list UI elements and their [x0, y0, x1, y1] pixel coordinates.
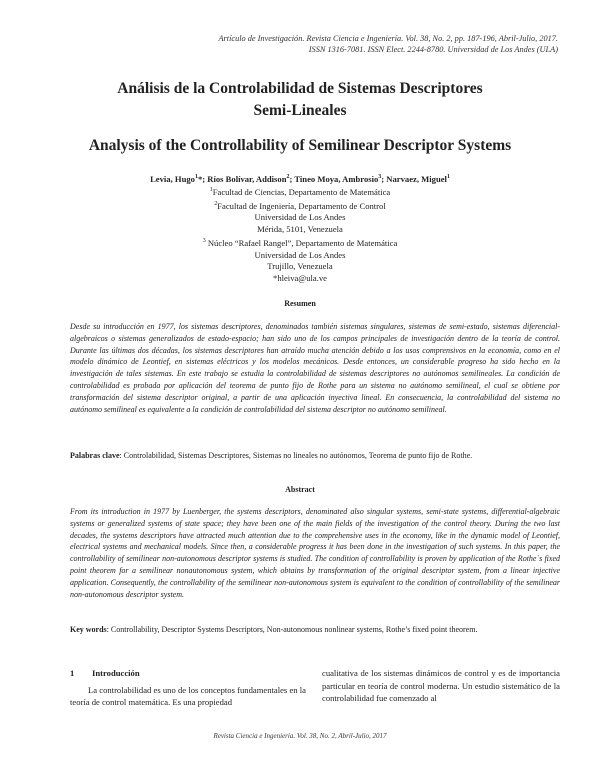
affiliation-marker: 1: [209, 187, 213, 193]
affiliation-marker: 2: [214, 200, 218, 207]
title-spanish-line-1: Análisis de la Controlabilidad de Sistemas Descriptores: [117, 80, 483, 97]
intro-left-column: [70, 667, 306, 709]
abstract-heading: Abstract: [285, 485, 315, 494]
key-words: [70, 624, 560, 636]
author-1-affil: 1: [194, 174, 198, 181]
affiliation-line: Universidad de Los Andes: [254, 212, 346, 223]
header-line-2: ISSN 1316-7081. ISSN Elect. 2244-8780. Universidad de Los Andes (ULA): [308, 45, 558, 54]
intro-number: 1: [70, 668, 75, 678]
affiliation-line: Trujillo, Venezuela: [267, 261, 333, 272]
title-english: Analysis of the Controllability of Semilinear Descriptor Systems: [88, 137, 512, 154]
affiliation-text: Facultad de Ciencias, Departamento de Matemática: [212, 186, 391, 197]
corresponding-mark: *: [197, 174, 203, 184]
contact-email: *hleiva@ula.ve: [273, 273, 327, 284]
key-words-label: Key words: [70, 625, 107, 634]
intro-title: Introducción: [92, 668, 140, 678]
affiliation-line: [0, 199, 600, 213]
affiliation-line: Mérida, 5101, Venezuela: [257, 224, 343, 235]
author-2-affil: 2: [286, 174, 290, 181]
author-4-affil: 1: [446, 174, 450, 181]
palabras-clave-text: : Controlabilidad, Sistemas Descriptores, Sistemas no lineales no autónomos, Teorema de punto fijo de Rothe.: [119, 451, 473, 460]
header-line-1: Artículo de Investigación. Revista Ciencia e Ingeniería. Vol. 38, No. 2, pp. 187-196, Abril-Julio, 2017.: [218, 34, 558, 43]
abstract-text: From its introduction in 1977 by Luenberger, the systems descriptors, denominated also singular systems, semi-state systems, differential-algebraic systems or generalized systems of state space; they have been one of the main fields of the investigation of the control theory. During the two last decades, the systems descriptors have attracted much attention due to the comprehensive uses in the economy, like in the dynamic model of Leontief, electrical systems and mechanical models. Since then, a considerable progress it has been done in the investigation of such systems. In this paper, the controllability of semilinear non-autonomous descriptor systems is studied. The condition of controllability is proven by application of the Rothe`s fixed point theorem for a semilinear nonautonomous system, which obtains by transformation of the original descriptor system, from a linear injective application. Consequently, the controllability of the semilinear non-autonomous system is equivalent to the condition of controllability of the semilinear non-autonomous descriptor system.: [70, 507, 560, 599]
author-1: Levia, Hugo: [150, 174, 195, 184]
affiliation-line: [0, 185, 600, 199]
affiliation-text: Facultad de Ingeniería, Departamento de Control: [217, 200, 386, 211]
intro-heading: [70, 667, 306, 680]
author-4: ; Narvaez, Miguel: [381, 174, 447, 184]
affiliation-line: Universidad de Los Andes: [254, 249, 346, 260]
author-3: ; Tineo Moya, Ambrosio: [289, 174, 379, 184]
affiliations: [0, 185, 600, 285]
author-list: [0, 174, 600, 184]
resumen-heading: Resumen: [284, 299, 316, 308]
author-3-affil: 3: [378, 174, 382, 181]
page-footer: Revista Ciencia e Ingeniería. Vol. 38, No. 2, Abril-Julio, 2017: [213, 732, 387, 740]
author-2: ; Ríos Bolívar, Addison: [202, 174, 287, 184]
palabras-clave: [70, 450, 560, 462]
key-words-text: : Controllability, Descriptor Systems Descriptors, Non-autonomous nonlinear systems, Rothe’s fixed point theorem.: [106, 625, 478, 634]
title-spanish: [0, 78, 600, 122]
intro-right-text: cualitativa de los sistemas dinámicos de control y es de importancia particular en teoría de control moderna. Un estudio sistemático de la controlabilidad fue comenzado al: [322, 668, 560, 704]
intro-left-text: La controlabilidad es uno de los conceptos fundamentales en la teoría de control matemática. Es una propiedad: [70, 684, 306, 708]
affiliation-marker: 3: [202, 237, 206, 244]
running-header: [218, 33, 558, 55]
affiliation-text: Núcleo “Rafael Rangel”, Departamento de Matemática: [207, 237, 398, 248]
title-spanish-line-2: Semi-Lineales: [253, 102, 347, 119]
affiliation-line: [0, 236, 600, 250]
palabras-clave-label: Palabras clave: [70, 451, 120, 460]
resumen-text: Desde su introducción en 1977, los sistemas descriptores, denominados también sistemas singulares, sistemas de semi-estado, sistemas diferencial-algebraicos o sistemas generalizados de estado-espacio; han sido uno de los campos principales de investigación dentro de la teoría de control. Durante las últimas dos décadas, los sistemas descriptores han atraído mucha atención debido a los usos comprensivos en la economía, como en el modelo dinámico de Leontief, en sistemas eléctricos y los modelos mecánicos. Desde entonces, un considerable progreso ha sido hecho en la investigación de tales sistemas. En este trabajo se estudia la controlabilidad de sistemas descriptores no autónomos semilineales. La condición de controlabilidad es probada por aplicación del teorema de punto fijo de Rothe para un sistema no autónomo semilineal, el cual se obtiene por transformación del sistema descriptor original, a partir de una aplicación inyectiva lineal. En consecuencia, la controlabilidad del sistema no autónomo semilineal es equivalente a la condición de controlabilidad del sistema descriptor no autónomo semilineal.: [70, 322, 560, 414]
